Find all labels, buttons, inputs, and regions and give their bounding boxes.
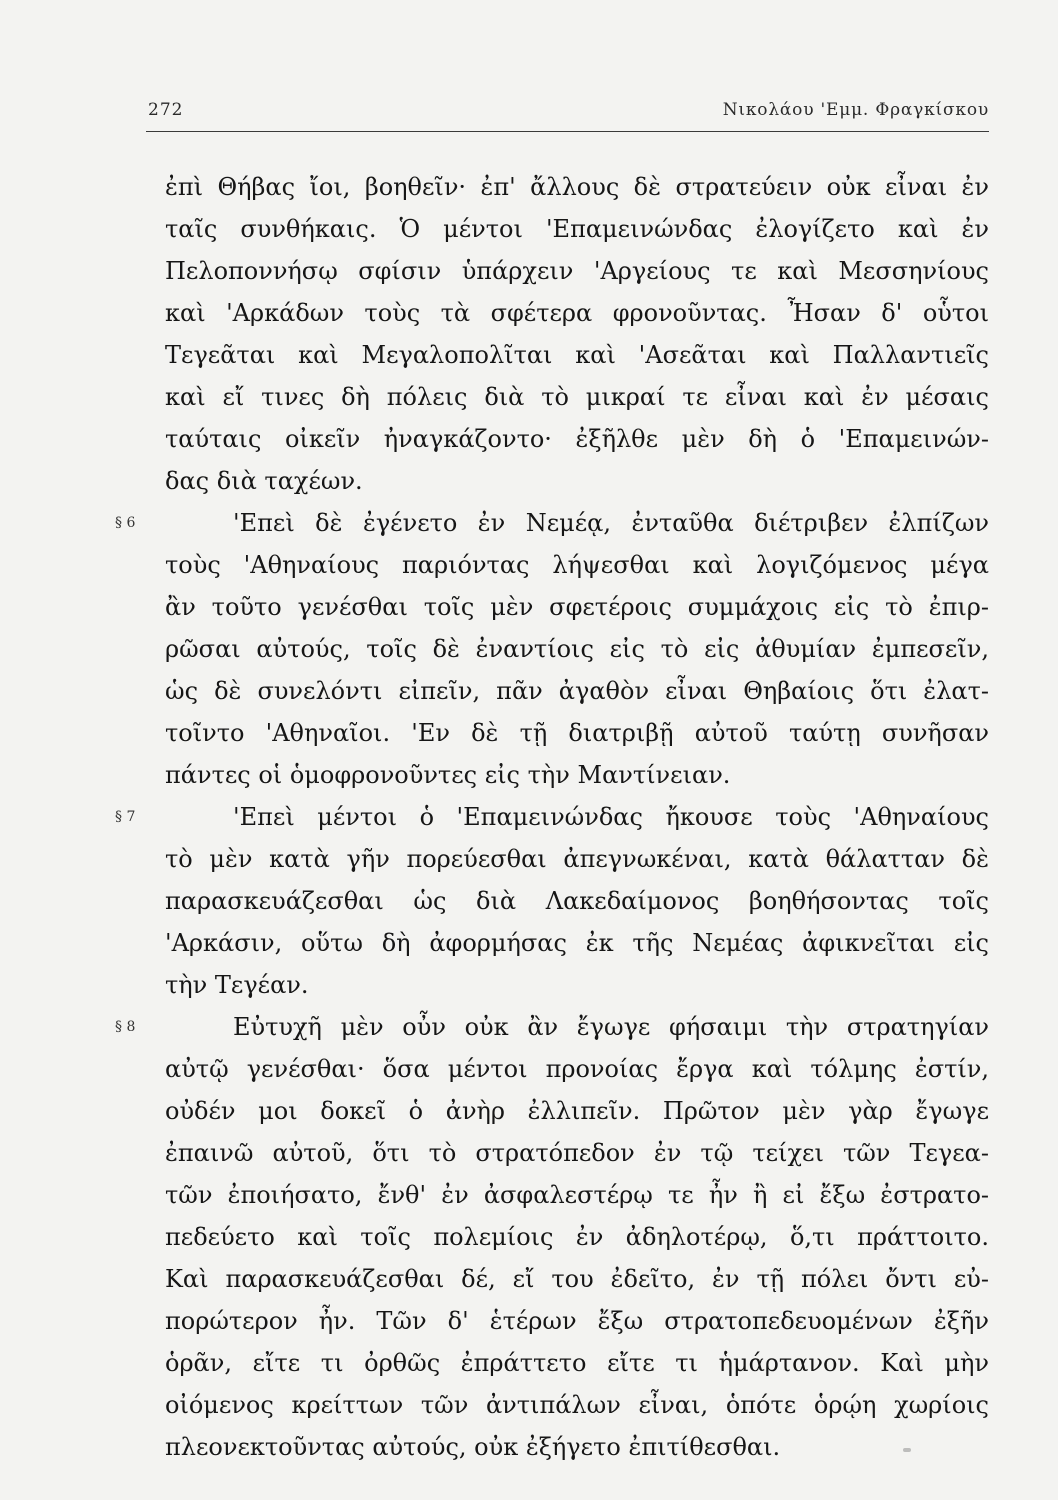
text-line: 'Επεὶ δὲ ἐγένετο ἐν Νεμέᾳ, ἐνταῦθα διέτριβεν ἐλπίζων <box>233 509 989 537</box>
section-mark: § 6 <box>115 515 136 531</box>
body-text <box>115 166 989 1468</box>
line-wrapper <box>165 334 989 376</box>
text-line: ἐπαινῶ αὐτοῦ, ὅτι τὸ στρατόπεδον ἐν τῷ τείχει τῶν Τεγεα- <box>165 1139 989 1167</box>
line-wrapper <box>165 1048 989 1090</box>
text-line: 'Αρκάσιν, οὕτω δὴ ἀφορμήσας ἐκ τῆς Νεμέας ἀφικνεῖται εἰς <box>165 929 989 957</box>
line-wrapper <box>165 544 989 586</box>
line-wrapper <box>115 796 989 838</box>
page-number: 272 <box>148 100 184 120</box>
text-line: ὡς δὲ συνελόντι εἰπεῖν, πᾶν ἀγαθὸν εἶναι Θηβαίοις ὅτι ἐλατ- <box>165 677 989 705</box>
section-mark: § 8 <box>115 1019 136 1035</box>
line-wrapper <box>165 292 989 334</box>
text-line: ἂν τοῦτο γενέσθαι τοῖς μὲν σφετέροις συμμάχοις εἰς τὸ ἐπιρ- <box>165 593 989 621</box>
text-line: ἐπὶ Θήβας ἴοι, βοηθεῖν· ἐπ' ἄλλους δὲ στρατεύειν οὐκ εἶναι ἐν <box>165 173 989 201</box>
text-line: τὴν Τεγέαν. <box>165 971 309 999</box>
text-line: πορώτερον ἦν. Τῶν δ' ἑτέρων ἔξω στρατοπεδευομένων ἐξῆν <box>165 1307 989 1335</box>
text-line: Εὐτυχῆ μὲν οὖν οὐκ ἂν ἔγωγε φήσαιμι τὴν στρατηγίαν <box>233 1013 989 1041</box>
line-wrapper <box>165 1384 989 1426</box>
line-wrapper <box>115 1006 989 1048</box>
line-wrapper <box>165 586 989 628</box>
text-line: πάντες οἱ ὁμοφρονοῦντες εἰς τὴν Μαντίνειαν. <box>165 761 731 789</box>
line-wrapper <box>165 1342 989 1384</box>
line-wrapper <box>165 628 989 670</box>
section-paragraph <box>115 796 989 1006</box>
text-line: καὶ εἴ τινες δὴ πόλεις διὰ τὸ μικραί τε εἶναι καὶ ἐν μέσαις <box>165 383 989 411</box>
line-wrapper <box>165 964 989 1006</box>
text-line: Τεγεᾶται καὶ Μεγαλοπολῖται καὶ 'Ασεᾶται καὶ Παλλαντιεῖς <box>165 341 989 369</box>
line-wrapper <box>165 670 989 712</box>
line-wrapper <box>165 1174 989 1216</box>
text-line: ρῶσαι αὐτούς, τοῖς δὲ ἐναντίοις εἰς τὸ εἰς ἀθυμίαν ἐμπεσεῖν, <box>165 635 989 663</box>
header-rule <box>146 131 989 132</box>
text-line: πλεονεκτοῦντας αὐτούς, οὐκ ἐξήγετο ἐπιτίθεσθαι. <box>165 1433 781 1461</box>
line-wrapper <box>165 1216 989 1258</box>
line-wrapper <box>165 880 989 922</box>
line-wrapper <box>165 922 989 964</box>
text-line: 'Επεὶ μέντοι ὁ 'Επαμεινώνδας ἤκουσε τοὺς 'Αθηναίους <box>233 803 989 831</box>
line-wrapper <box>165 376 989 418</box>
text-line: τῶν ἐποιήσατο, ἔνθ' ἐν ἀσφαλεστέρῳ τε ἦν ἢ εἰ ἔξω ἐστρατο- <box>165 1181 989 1209</box>
text-line: Πελοποννήσῳ σφίσιν ὑπάρχειν 'Αργείους τε καὶ Μεσσηνίους <box>165 257 989 285</box>
text-line: οὐδέν μοι δοκεῖ ὁ ἀνὴρ ἐλλιπεῖν. Πρῶτον μὲν γὰρ ἔγωγε <box>165 1097 989 1125</box>
line-wrapper <box>165 1258 989 1300</box>
line-wrapper <box>165 166 989 208</box>
line-wrapper <box>165 712 989 754</box>
text-line: ταύταις οἰκεῖν ἠναγκάζοντο· ἐξῆλθε μὲν δὴ ὁ 'Επαμεινών- <box>165 425 989 453</box>
ink-smudge <box>903 1448 911 1452</box>
text-line: τοὺς 'Αθηναίους παριόντας λήψεσθαι καὶ λογιζόμενος μέγα <box>165 551 989 579</box>
text-line: δας διὰ ταχέων. <box>165 467 363 495</box>
paragraph <box>165 166 989 502</box>
text-line: καὶ 'Αρκάδων τοὺς τὰ σφέτερα φρονοῦντας. Ἦσαν δ' οὗτοι <box>165 299 989 327</box>
text-line: τοῖντο 'Αθηναῖοι. 'Εν δὲ τῇ διατριβῇ αὐτοῦ ταύτῃ συνῆσαν <box>165 719 989 747</box>
running-title: Νικολάου 'Εμμ. Φραγκίσκου <box>722 100 989 120</box>
text-line: παρασκευάζεσθαι ὡς διὰ Λακεδαίμονος βοηθήσοντας τοῖς <box>165 887 989 915</box>
section-mark: § 7 <box>115 809 136 825</box>
text-line: ταῖς συνθήκαις. Ὁ μέντοι 'Επαμεινώνδας ἐλογίζετο καὶ ἐν <box>165 215 989 243</box>
line-wrapper <box>165 1132 989 1174</box>
line-wrapper <box>165 250 989 292</box>
line-wrapper <box>165 208 989 250</box>
text-line: αὐτῷ γενέσθαι· ὅσα μέντοι προνοίας ἔργα καὶ τόλμης ἐστίν, <box>165 1055 989 1083</box>
line-wrapper <box>165 418 989 460</box>
line-wrapper <box>165 838 989 880</box>
line-wrapper <box>115 502 989 544</box>
line-wrapper <box>165 460 989 502</box>
text-line: τὸ μὲν κατὰ γῆν πορεύεσθαι ἀπεγνωκέναι, κατὰ θάλατταν δὲ <box>165 845 989 873</box>
text-line: πεδεύετο καὶ τοῖς πολεμίοις ἐν ἀδηλοτέρῳ, ὅ,τι πράττοιτο. <box>165 1223 989 1251</box>
line-wrapper <box>165 1090 989 1132</box>
line-wrapper <box>165 1300 989 1342</box>
line-wrapper <box>165 1426 989 1468</box>
text-line: ὁρᾶν, εἴτε τι ὀρθῶς ἐπράττετο εἴτε τι ἡμάρτανον. Καὶ μὴν <box>165 1349 989 1377</box>
section-paragraph <box>115 502 989 796</box>
line-wrapper <box>165 754 989 796</box>
text-line: Καὶ παρασκευάζεσθαι δέ, εἴ του ἐδεῖτο, ἐν τῇ πόλει ὄντι εὐ- <box>165 1265 989 1293</box>
section-paragraph <box>115 1006 989 1468</box>
text-line: οἰόμενος κρείττων τῶν ἀντιπάλων εἶναι, ὁπότε ὁρῴη χωρίοις <box>165 1391 989 1419</box>
